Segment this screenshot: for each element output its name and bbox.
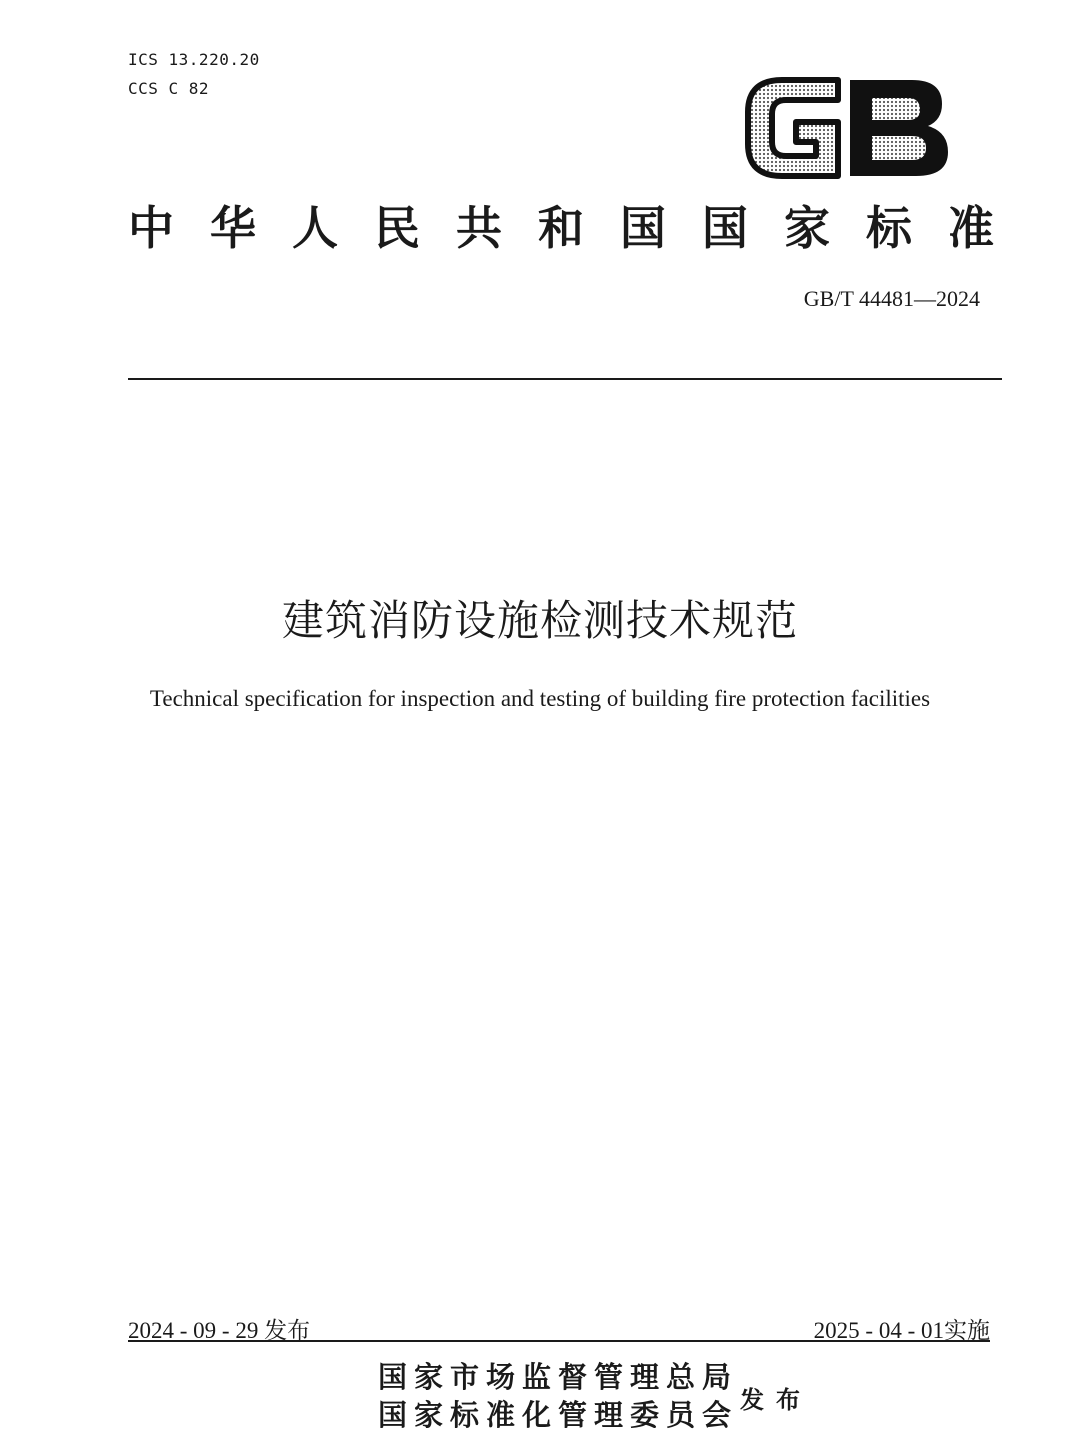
gb-logo [742,72,954,184]
bottom-divider [128,1340,990,1342]
national-standard-title: 中华人民共和国国家标准 [128,201,1030,255]
ccs-code: CCS C 82 [128,79,210,98]
title-english: Technical specification for inspection and testing of building fire protection facilities [149,686,931,711]
title-chinese: 建筑消防设施检测技术规范 [281,596,798,645]
standard-number: GB/T 44481—2024 [803,286,980,311]
effective-date: 2025 - 04 - 01实施 [813,1318,990,1343]
issuer-sac: 国家标准化管理委员会 [378,1398,739,1432]
issuer-block [378,1358,738,1434]
issue-date: 2024 - 09 - 29 发布 [128,1318,311,1343]
top-divider [128,378,1002,380]
ics-code: ICS 13.220.20 [128,50,260,69]
issuer-samr: 国家市场监督管理总局 [378,1360,739,1394]
issue-word: 发布 [740,1385,812,1414]
